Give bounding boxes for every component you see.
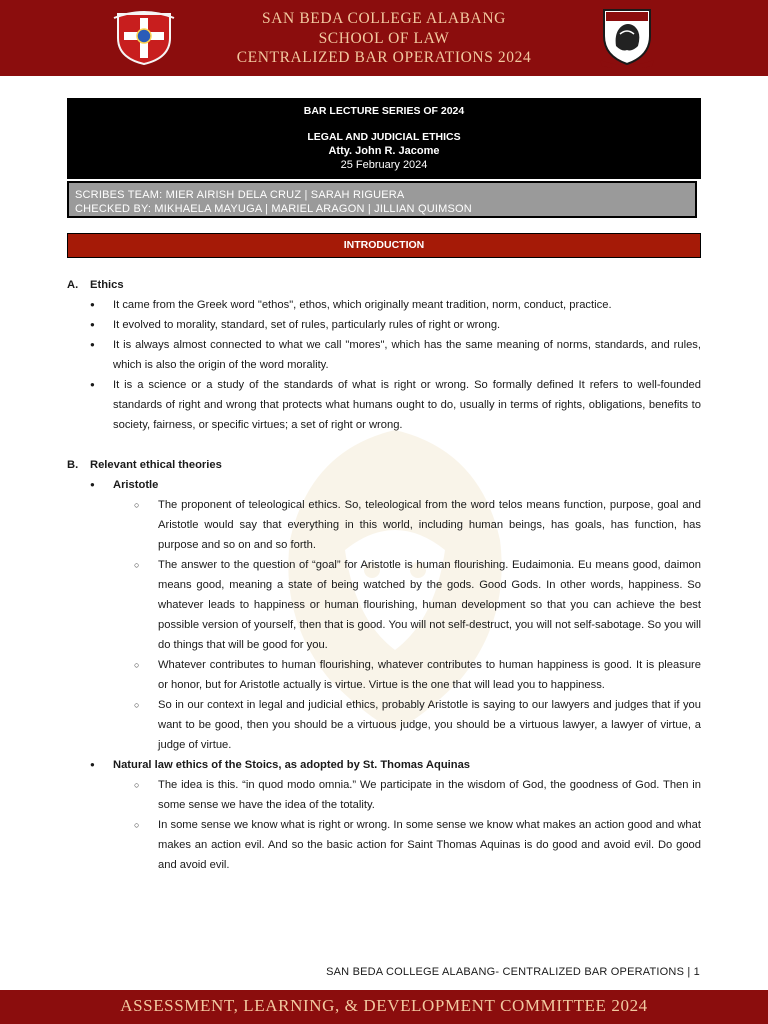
theories-list-continued <box>67 755 701 775</box>
san-beda-seal-icon <box>112 8 176 66</box>
checked-by: CHECKED BY: MIKHAELA MAYUGA | MARIEL ARAGON | JILLIAN QUIMSON <box>75 203 472 215</box>
natural-law-heading: ● Natural law ethics of the Stoics, as adopted by St. Thomas Aquinas <box>67 755 701 775</box>
header-line-1: SAN BEDA COLLEGE ALABANG <box>262 10 506 27</box>
page-header <box>0 0 768 76</box>
list-item: ○ Whatever contributes to human flourishing, whatever contributes to human happiness is good. It is pleasure or honor, but for Aristotle actually is virtue. Virtue is the one that will lead you to happiness. <box>67 655 701 695</box>
ethics-bullet-list <box>67 295 701 435</box>
list-item: ○ The idea is this. “in quod modo omnia.” We participate in the wisdom of God, the goodness of God. Then in some sense we have the idea of the totality. <box>67 775 701 815</box>
list-item: ● It is a science or a study of the standards of what is right or wrong. So formally defined It refers to well-founded standards of right and wrong that protects what humans ought to do, usually in terms of rights, obligations, benefits to society, fairness, or specific virtues; a set of right or wrong. <box>67 375 701 435</box>
section-title: Relevant ethical theories <box>90 459 222 471</box>
introduction-heading: INTRODUCTION <box>67 233 701 258</box>
lecture-title-box <box>67 98 701 179</box>
list-item: ● It came from the Greek word "ethos", ethos, which originally meant tradition, norm, conduct, practice. <box>67 295 701 315</box>
header-line-3: CENTRALIZED BAR OPERATIONS 2024 <box>236 49 532 66</box>
list-item: ○ So in our context in legal and judicial ethics, probably Aristotle is saying to our lawyers and judges that if you want to be good, then you should be a virtuous judge, you should be a virtuous lawyer, a lawyer of virtue, a judge of virtue. <box>67 695 701 755</box>
footer-committee-title: ASSESSMENT, LEARNING, & DEVELOPMENT COMMITTEE 2024 <box>120 996 648 1015</box>
list-item: ● It is always almost connected to what we call "mores", which has the same meaning of norms, standards, and rules, which is also the origin of the word morality. <box>67 335 701 375</box>
section-title: Ethics <box>90 279 124 291</box>
section-a-heading <box>67 275 701 295</box>
section-b-heading <box>67 455 701 475</box>
lecture-date: 25 February 2024 <box>340 159 428 171</box>
theories-list <box>67 475 701 495</box>
page-footer: SAN BEDA COLLEGE ALABANG- CENTRALIZED BAR OPERATIONS | 1 <box>326 966 700 978</box>
lion-crest-icon <box>598 6 656 68</box>
aristotle-heading: ● Aristotle <box>67 475 701 495</box>
scribes-box <box>67 181 697 218</box>
lecture-subject: LEGAL AND JUDICIAL ETHICS <box>307 131 461 143</box>
document-body <box>67 275 701 875</box>
section-letter: A. <box>67 279 79 291</box>
header-line-2: SCHOOL OF LAW <box>318 29 450 47</box>
lecture-series-title: BAR LECTURE SERIES OF 2024 <box>303 105 465 117</box>
list-item: ○ The proponent of teleological ethics. So, teleological from the word telos means function, purpose, goal and Aristotle would say that everything in this world, including human beings, has goals, has function, has purpose and so on and so forth. <box>67 495 701 555</box>
aristotle-list <box>67 495 701 755</box>
footer-bar <box>0 990 768 1024</box>
scribes-team: SCRIBES TEAM: MIER AIRISH DELA CRUZ | SARAH RIGUERA <box>75 189 405 201</box>
list-item: ● It evolved to morality, standard, set of rules, particularly rules of right or wrong. <box>67 315 701 335</box>
section-letter: B. <box>67 459 79 471</box>
list-item: ○ The answer to the question of “goal” for Aristotle is human flourishing. Eudaimonia. Eu means good, daimon means good, meaning a state of being watched by the gods. Good Gods. In other words, happiness. So whatever leads to happiness or human flourishing, human development so that you can achieve the best possible version of yourself, then that is good. You will not self-destruct, you will not self-sabotage. So you will do things that will be good for you. <box>67 555 701 655</box>
lecturer-name: Atty. John R. Jacome <box>328 145 440 157</box>
natural-law-list <box>67 775 701 875</box>
list-item: ○ In some sense we know what is right or wrong. In some sense we know what makes an action good and what makes an action evil. And so the basic action for Saint Thomas Aquinas is do good and avoid evil. Do good and avoid evil. <box>67 815 701 875</box>
